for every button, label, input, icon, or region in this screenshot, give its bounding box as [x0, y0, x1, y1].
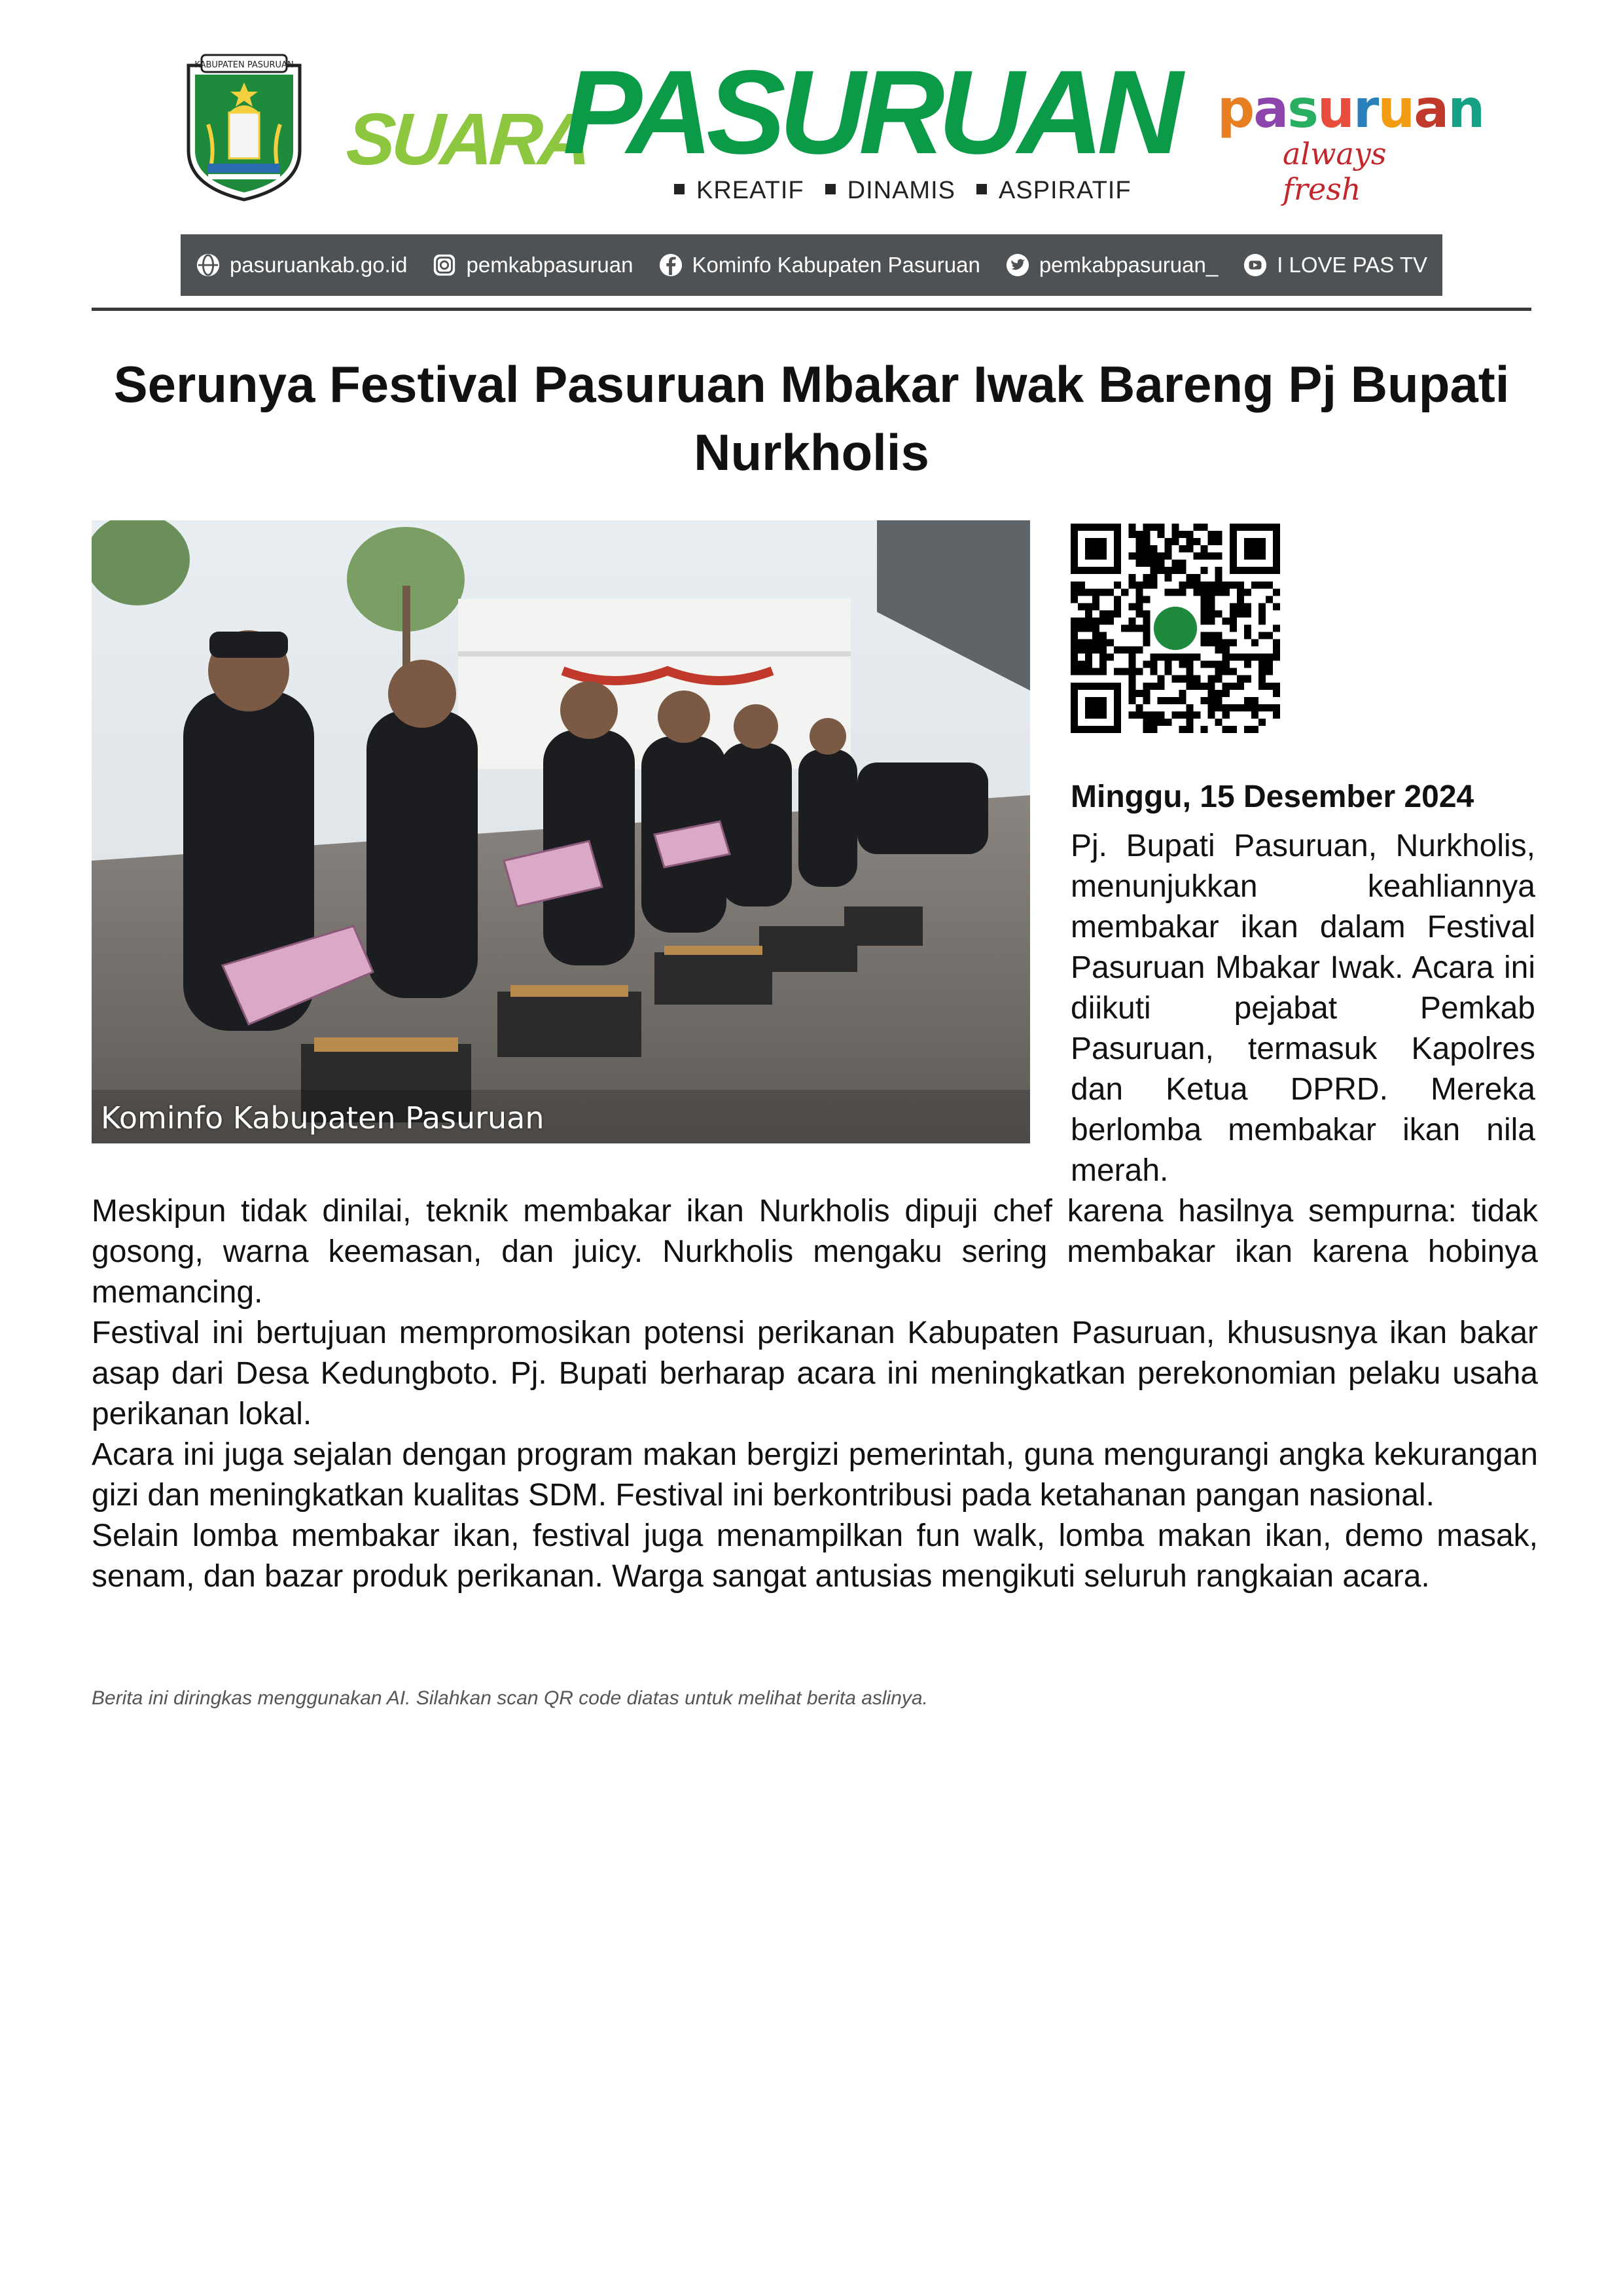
pasuruan-always-fresh-logo: [1217, 79, 1484, 207]
brand-tagline: always fresh: [1283, 136, 1387, 207]
masthead-suara: SUARA: [344, 98, 591, 180]
header-divider: [92, 308, 1531, 311]
tagline-item: ASPIRATIF: [976, 177, 1132, 205]
masthead-pasuruan: PASURUAN: [563, 45, 1177, 179]
tagline-item: KREATIF: [674, 177, 804, 205]
masthead-taglines: [674, 177, 1132, 205]
tagline-item: DINAMIS: [825, 177, 955, 205]
social-facebook[interactable]: Kominfo Kabupaten Pasuruan: [658, 253, 980, 278]
instagram-icon: [432, 253, 457, 278]
social-website[interactable]: pasuruankab.go.id: [196, 253, 408, 278]
qr-code[interactable]: [1071, 524, 1280, 733]
article-date: Minggu, 15 Desember 2024: [1071, 780, 1474, 814]
svg-text:KABUPATEN PASURUAN: KABUPATEN PASURUAN: [194, 60, 294, 70]
masthead: [344, 45, 1177, 209]
youtube-icon: [1243, 253, 1268, 278]
article-photo: [92, 520, 1030, 1143]
article-lead: Pj. Bupati Pasuruan, Nurkholis, menunjukkan keahliannya membakar ikan dalam Festival Pasuruan Mbakar Iwak. Acara ini diikuti pejabat Pemkab Pasuruan, termasuk Kapolres dan Ketua DPRD. Mereka berlomba membakar ikan nila merah.: [1071, 829, 1535, 1188]
regency-crest-logo: [182, 52, 306, 203]
social-twitter[interactable]: pemkabpasuruan_: [1005, 253, 1218, 278]
ai-summary-footnote: Berita ini diringkas menggunakan AI. Silahkan scan QR code diatas untuk melihat berita aslinya.: [92, 1687, 928, 1709]
facebook-icon: [658, 253, 683, 278]
body-paragraph: Festival ini bertujuan mempromosikan potensi perikanan Kabupaten Pasuruan, khususnya ikan bakar asap dari Desa Kedungboto. Pj. Bupati berharap acara ini meningkatkan perekonomian pelaku usaha perikanan lokal.: [92, 1316, 1538, 1431]
globe-icon: [196, 253, 221, 278]
social-media-bar: [181, 234, 1442, 296]
article-title: Serunya Festival Pasuruan Mbakar Iwak Bareng Pj Bupati Nurkholis: [113, 355, 1510, 481]
body-paragraph: Selain lomba membakar ikan, festival juga menampilkan fun walk, lomba makan ikan, demo masak, senam, dan bazar produk perikanan. Warga sangat antusias mengikuti seluruh rangkaian acara.: [92, 1518, 1538, 1594]
body-paragraph: Meskipun tidak dinilai, teknik membakar ikan Nurkholis dipuji chef karena hasilnya sempurna: tidak gosong, warna keemasan, dan juicy. Nurkholis mengaku sering membakar ikan karena hobinya memancing.: [92, 1194, 1538, 1310]
brand-word: pasuruan: [1217, 79, 1484, 139]
twitter-icon: [1005, 253, 1030, 278]
article-body: [92, 1191, 1538, 1597]
photo-caption: Kominfo Kabupaten Pasuruan: [101, 1100, 544, 1136]
body-paragraph: Acara ini juga sejalan dengan program makan bergizi pemerintah, guna mengurangi angka kekurangan gizi dan meningkatkan kualitas SDM. Festival ini berkontribusi pada ketahanan pangan nasional.: [92, 1437, 1538, 1513]
social-instagram[interactable]: pemkabpasuruan: [432, 253, 633, 278]
social-youtube[interactable]: I LOVE PAS TV: [1243, 253, 1427, 278]
